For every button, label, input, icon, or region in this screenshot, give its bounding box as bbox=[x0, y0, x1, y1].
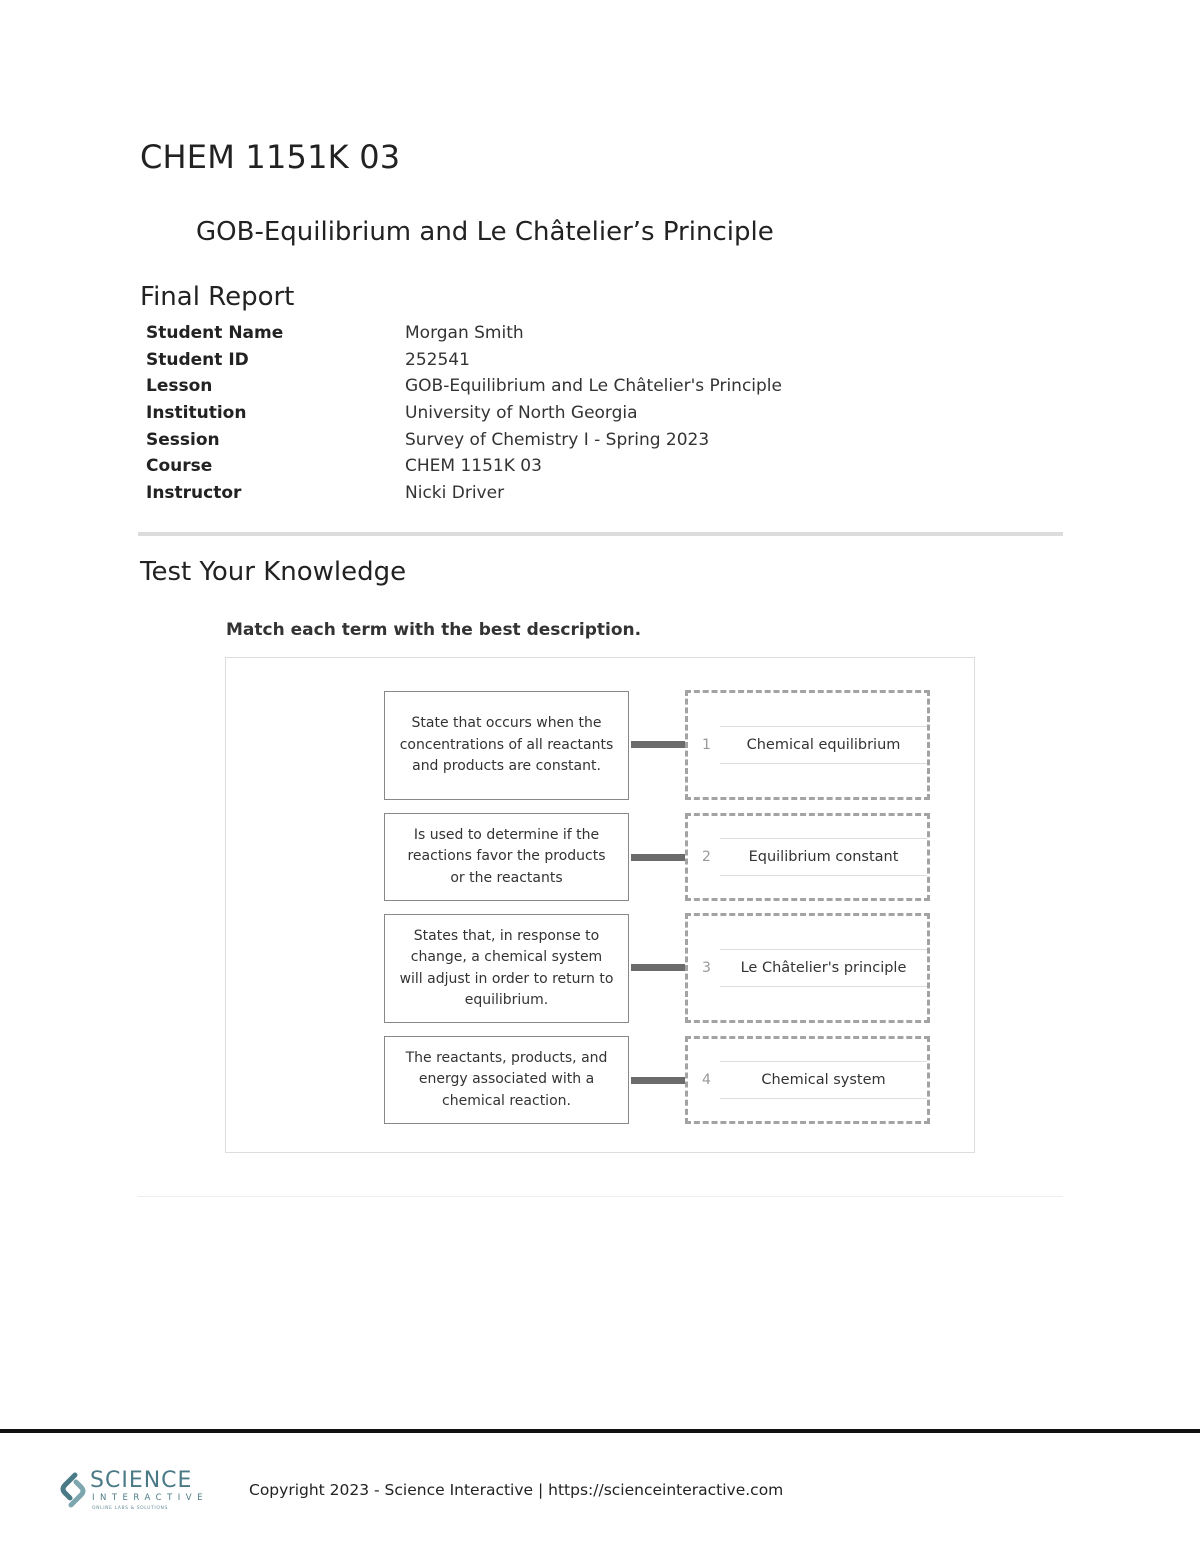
footer-copyright: Copyright 2023 - Science Interactive | https://scienceinteractive.com bbox=[249, 1481, 784, 1499]
term-drop-zone[interactable] bbox=[685, 1036, 930, 1124]
info-value: University of North Georgia bbox=[405, 403, 638, 424]
info-value: 252541 bbox=[405, 349, 470, 370]
logo-tagline: ONLINE LABS & SOLUTIONS bbox=[92, 1506, 168, 1511]
info-value: Morgan Smith bbox=[405, 323, 524, 344]
description-card[interactable] bbox=[384, 813, 629, 901]
description-card[interactable] bbox=[384, 691, 629, 800]
term-label: Chemical equilibrium bbox=[746, 737, 901, 753]
match-connector bbox=[631, 854, 685, 861]
info-value: GOB-Equilibrium and Le Châtelier's Principle bbox=[405, 376, 782, 397]
match-connector bbox=[631, 964, 685, 971]
description-text: States that, in response to change, a chemical system will adjust in order to return to equilibrium. bbox=[399, 927, 614, 1008]
term-number: 4 bbox=[702, 1072, 711, 1088]
info-label: Institution bbox=[146, 403, 247, 424]
term-drop-zone[interactable] bbox=[685, 913, 930, 1023]
description-card[interactable] bbox=[384, 1036, 629, 1124]
info-label: Session bbox=[146, 429, 220, 450]
science-interactive-logo bbox=[58, 1470, 208, 1514]
description-card[interactable] bbox=[384, 914, 629, 1023]
info-row-student-name bbox=[146, 320, 782, 347]
term-card[interactable] bbox=[720, 949, 927, 987]
info-row-session bbox=[146, 426, 782, 453]
term-label: Chemical system bbox=[761, 1072, 886, 1088]
section-title: Test Your Knowledge bbox=[140, 557, 407, 587]
info-value: CHEM 1151K 03 bbox=[405, 456, 542, 477]
term-card[interactable] bbox=[720, 726, 927, 764]
info-row-course bbox=[146, 453, 782, 480]
footer-rule bbox=[0, 1429, 1200, 1433]
match-connector bbox=[631, 1077, 685, 1084]
info-label: Student Name bbox=[146, 323, 284, 344]
term-drop-zone[interactable] bbox=[685, 690, 930, 800]
logo-subtitle: INTERACTIVE bbox=[92, 1493, 208, 1503]
report-title: Final Report bbox=[140, 282, 295, 312]
question-prompt: Match each term with the best description. bbox=[226, 620, 642, 640]
term-card[interactable] bbox=[720, 838, 927, 876]
section-end-divider bbox=[138, 1196, 1063, 1197]
info-label: Student ID bbox=[146, 349, 249, 370]
lesson-title: GOB-Equilibrium and Le Châtelier’s Principle bbox=[196, 217, 774, 247]
info-value: Nicki Driver bbox=[405, 482, 505, 503]
term-drop-zone[interactable] bbox=[685, 813, 930, 901]
description-text: Is used to determine if the reactions favor the products or the reactants bbox=[407, 826, 606, 886]
term-card[interactable] bbox=[720, 1061, 927, 1099]
term-number: 3 bbox=[702, 960, 711, 976]
match-connector bbox=[631, 741, 685, 748]
info-row-lesson bbox=[146, 373, 782, 400]
info-row-student-id bbox=[146, 347, 782, 374]
term-label: Le Châtelier's principle bbox=[740, 960, 907, 976]
science-interactive-logo-icon bbox=[58, 1470, 88, 1510]
info-label: Course bbox=[146, 456, 213, 477]
term-number: 2 bbox=[702, 849, 711, 865]
info-row-instructor bbox=[146, 480, 782, 507]
term-number: 1 bbox=[702, 737, 711, 753]
info-row-institution bbox=[146, 400, 782, 427]
description-text: State that occurs when the concentrations of all reactants and products are constant. bbox=[399, 715, 614, 775]
student-info-table bbox=[146, 320, 782, 506]
course-title: CHEM 1151K 03 bbox=[140, 138, 401, 176]
term-label: Equilibrium constant bbox=[748, 849, 899, 865]
description-text: The reactants, products, and energy associated with a chemical reaction. bbox=[405, 1049, 608, 1109]
info-label: Instructor bbox=[146, 482, 242, 503]
logo-wordmark: SCIENCE bbox=[90, 1468, 193, 1493]
info-value: Survey of Chemistry I - Spring 2023 bbox=[405, 429, 710, 450]
section-divider bbox=[138, 532, 1063, 536]
info-label: Lesson bbox=[146, 376, 213, 397]
